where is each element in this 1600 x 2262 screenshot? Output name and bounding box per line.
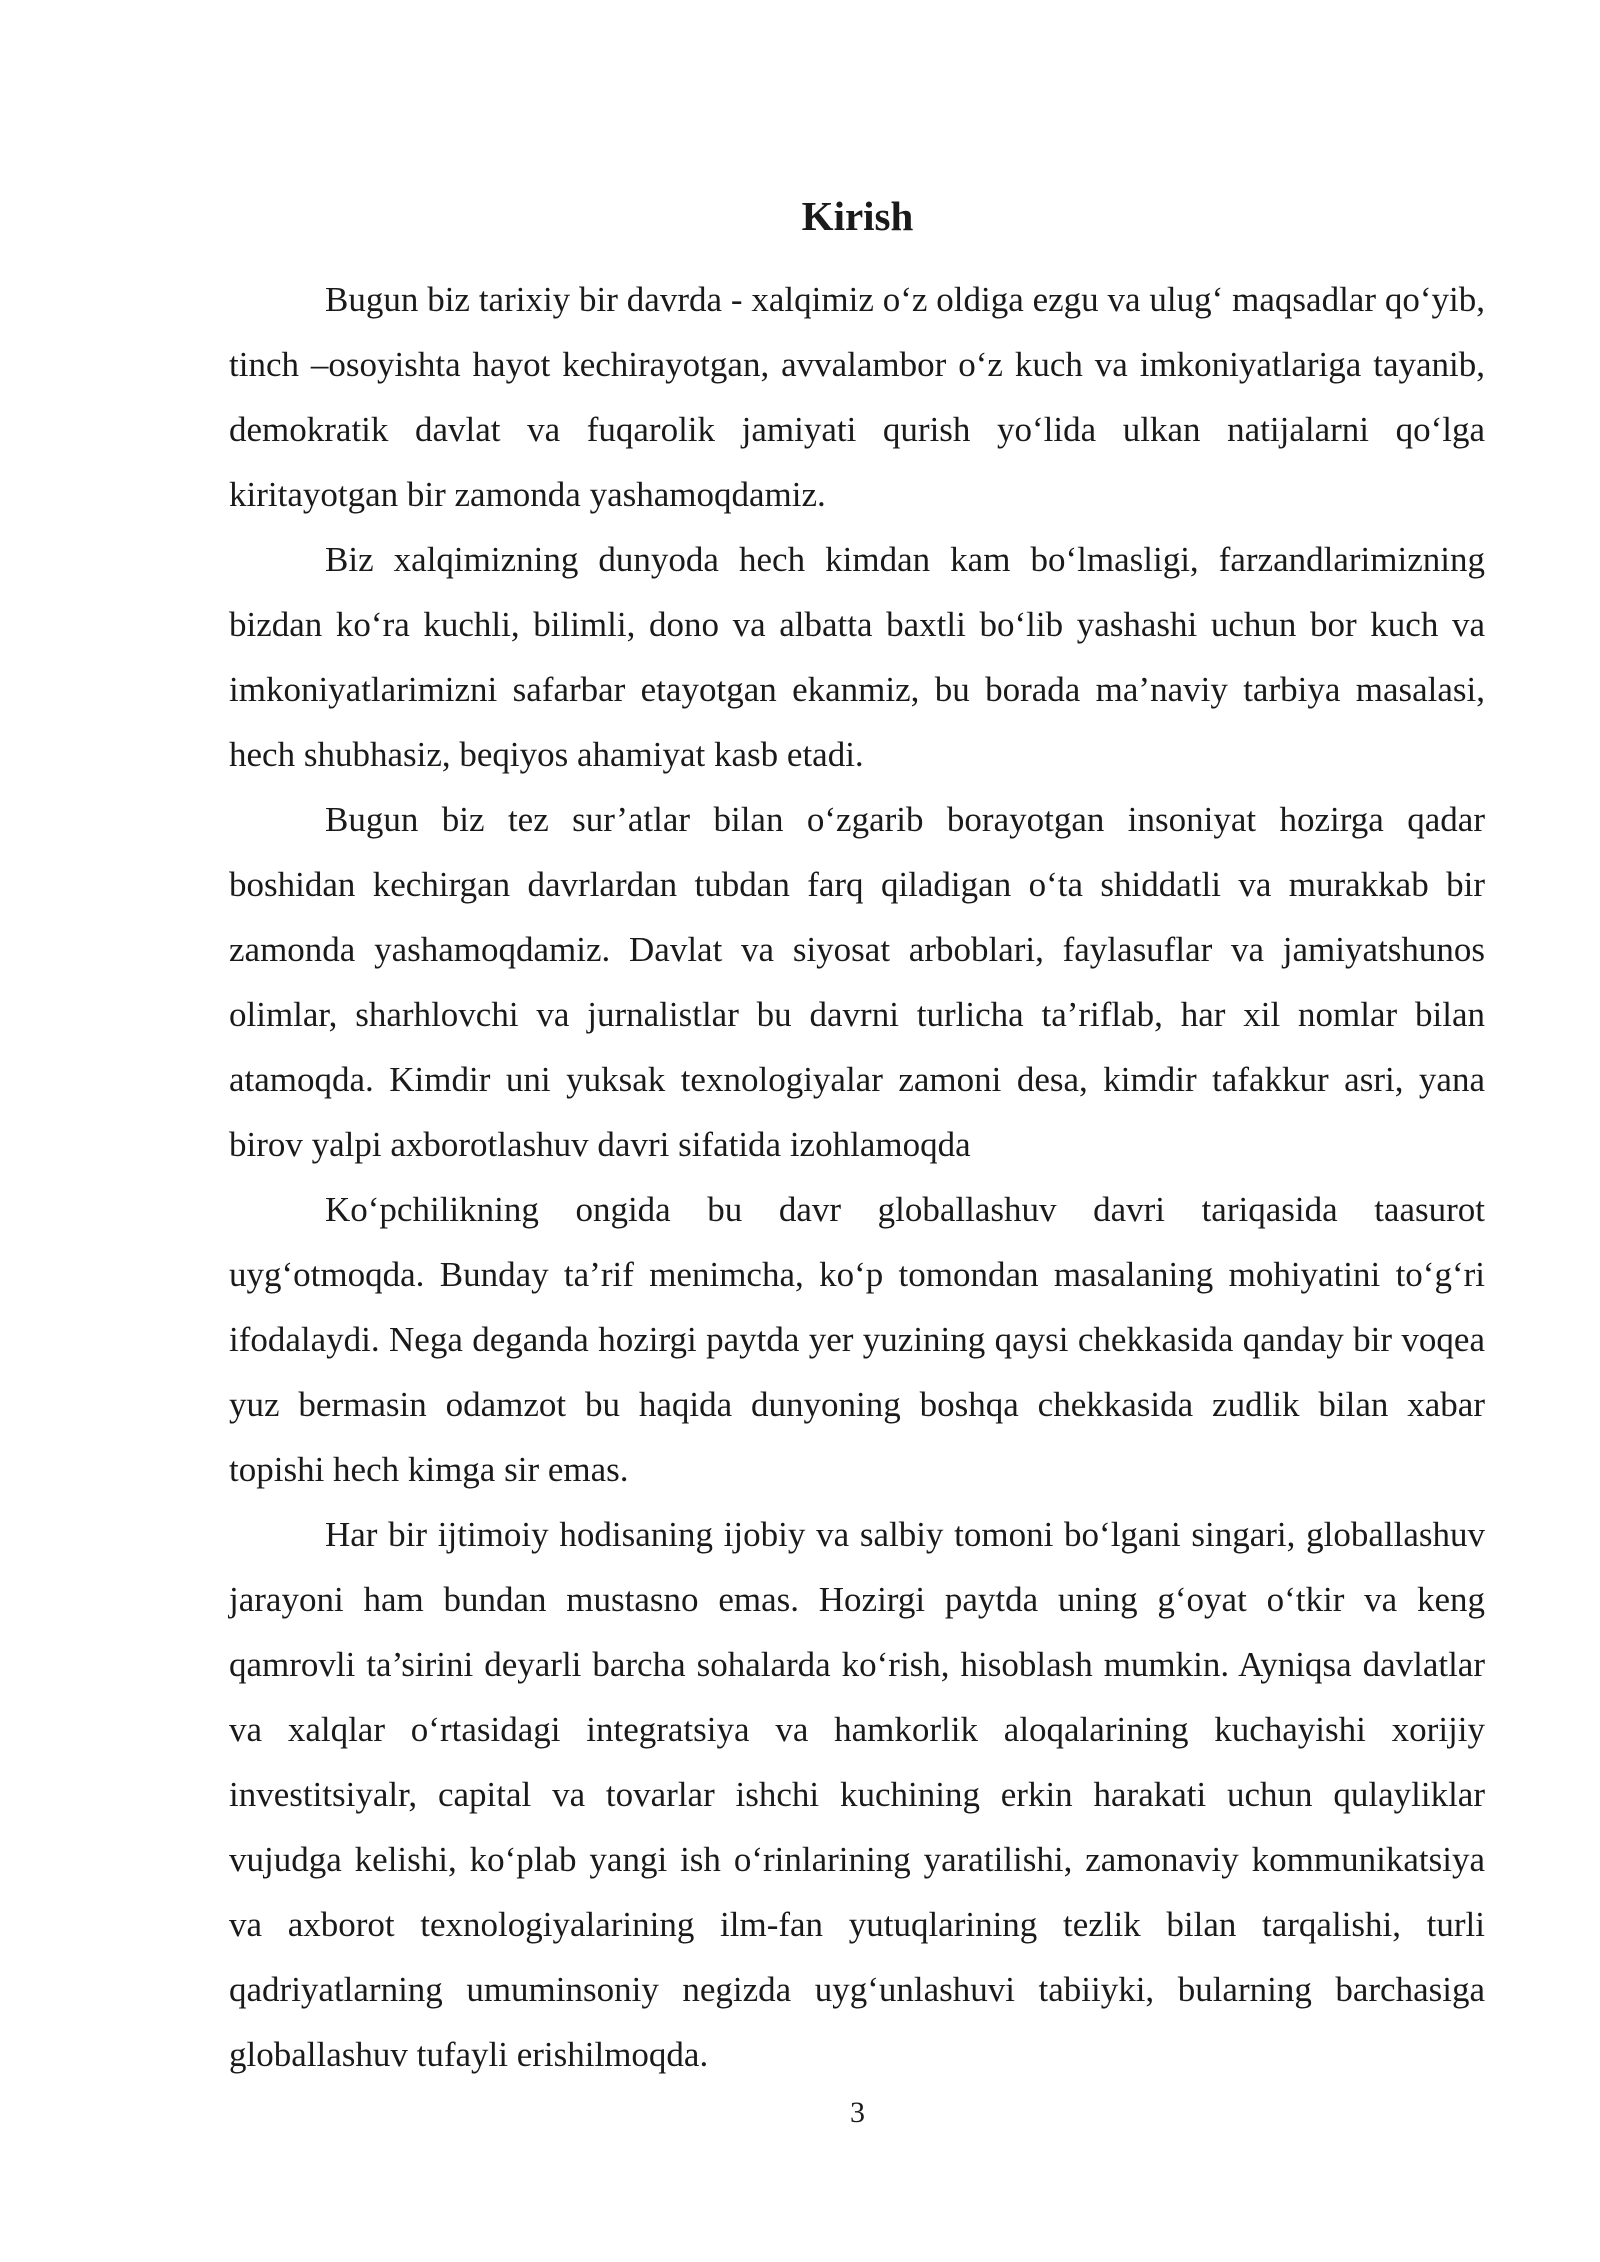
paragraph-4: Ko‘pchilikning ongida bu davr globallashuv davri tariqasida taasurot uyg‘otmoqda. Bunday ta’rif menimcha, ko‘p tomondan masalaning mohiyatini to‘g‘ri ifodalaydi. Nega deganda hozirgi paytda yer yuzining qaysi chekkasida qanday bir voqea yuz bermasin odamzot bu haqida dunyoning boshqa chekkasida zudlik bilan xabar topishi hech kimga sir emas. <box>229 1190 1485 1489</box>
page-number: 3 <box>850 2096 865 2129</box>
paragraph-3: Bugun biz tez sur’atlar bilan o‘zgarib borayotgan insoniyat hozirga qadar boshidan kechirgan davrlardan tubdan farq qiladigan o‘ta shiddatli va murakkab bir zamonda yashamoqdamiz. Davlat va siyosat arboblari, faylasuflar va jamiyatshunos olimlar, sharhlovchi va jurnalistlar bu davrni turlicha ta’riflab, har xil nomlar bilan atamoqda. Kimdir uni yuksak texnologiyalar zamoni desa, kimdir tafakkur asri, yana birov yalpi axborotlashuv davri sifatida izohlamoqda <box>229 800 1485 1164</box>
paragraph-2: Biz xalqimizning dunyoda hech kimdan kam bo‘lmasligi, farzandlarimizning bizdan ko‘ra kuchli, bilimli, dono va albatta baxtli bo‘lib yashashi uchun bor kuch va imkoniyatlarimizni safarbar etayotgan ekanmiz, bu borada ma’naviy tarbiya masalasi, hech shubhasiz, beqiyos ahamiyat kasb etadi. <box>229 540 1485 774</box>
page-title: Kirish <box>801 193 914 239</box>
paragraph-5: Har bir ijtimoiy hodisaning ijobiy va salbiy tomoni bo‘lgani singari, globallashuv jarayoni ham bundan mustasno emas. Hozirgi paytda uning g‘oyat o‘tkir va keng qamrovli ta’sirini deyarli barcha sohalarda ko‘rish, hisoblash mumkin. Ayniqsa davlatlar va xalqlar o‘rtasidagi integratsiya va hamkorlik aloqalarining kuchayishi xorijiy investitsiyalr, capital va tovarlar ishchi kuchining erkin harakati uchun qulayliklar vujudga kelishi, ko‘plab yangi ish o‘rinlarining yaratilishi, zamonaviy kommunikatsiya va axborot texnologiyalarining ilm-fan yutuqlarining tezlik bilan tarqalishi, turli qadriyatlarning umuminsoniy negizda uyg‘unlashuvi tabiiyki, bularning barchasiga globallashuv tufayli erishilmoqda. <box>229 1515 1485 2074</box>
paragraph-1: Bugun biz tarixiy bir davrda - xalqimiz o‘z oldiga ezgu va ulug‘ maqsadlar qo‘yib, tinch –osoyishta hayot kechirayotgan, avvalambor o‘z kuch va imkoniyatlariga tayanib, demokratik davlat va fuqarolik jamiyati qurish yo‘lida ulkan natijalarni qo‘lga kiritayotgan bir zamonda yashamoqdamiz. <box>229 280 1485 514</box>
body-text <box>229 267 1485 2087</box>
